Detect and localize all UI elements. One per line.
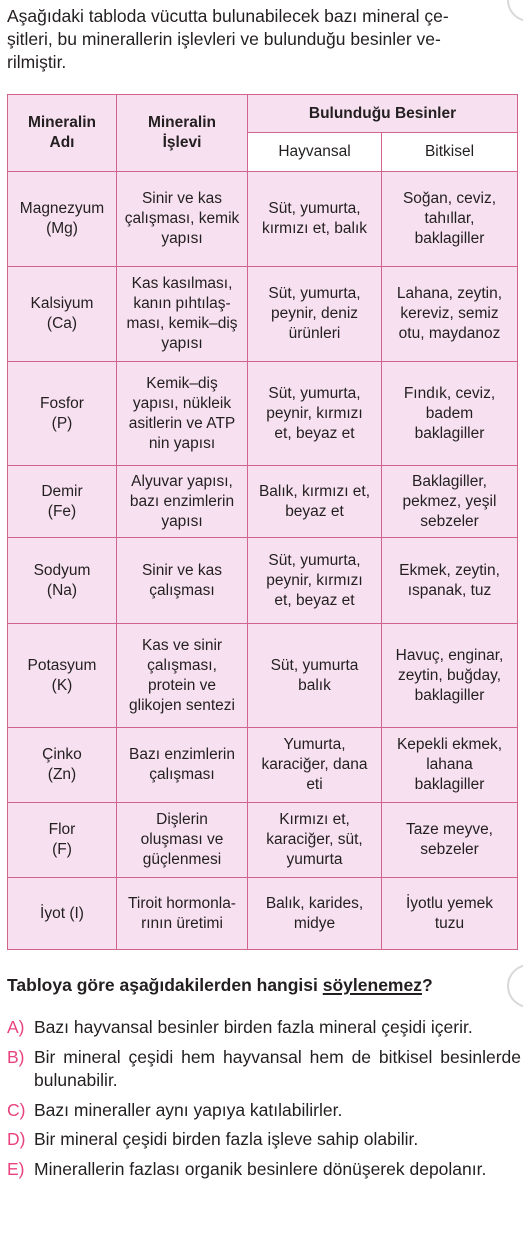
- cell-line: badem: [425, 404, 474, 422]
- cell-line: Kas kasılması,: [131, 275, 233, 292]
- cell-line: bazı enzimlerin: [129, 492, 235, 510]
- cell-line: peynir, deniz: [270, 305, 359, 322]
- cell-name: [8, 172, 117, 267]
- cell-function: [117, 466, 248, 538]
- cell-line: Balık, kırmızı et,: [258, 482, 371, 500]
- header-mineral-function: Mineralin İşlevi: [117, 95, 248, 172]
- cell-line: Dişlerin: [156, 811, 208, 828]
- header-plant: Bitkisel: [382, 133, 518, 172]
- cell-function: [117, 624, 248, 728]
- option-b[interactable]: [7, 1046, 521, 1093]
- cell-line: karaciğer, dana: [261, 756, 368, 773]
- cell-line: Baklagiller,: [412, 472, 487, 490]
- cell-plant: [382, 728, 518, 803]
- cell-line: çalışması, kemik: [124, 210, 240, 227]
- cell-plant: [382, 172, 518, 267]
- cell-name: [8, 538, 117, 624]
- cell-line: baklagiller: [414, 230, 485, 247]
- cell-line: (Na): [46, 581, 78, 599]
- option-text: Bazı hayvansal besinler birden fazla mineral çeşidi içerir.: [34, 1017, 473, 1037]
- cell-function: [117, 728, 248, 803]
- cell-plant: [382, 466, 518, 538]
- cell-function: [117, 803, 248, 878]
- cell-line: Kırmızı et,: [279, 811, 350, 828]
- cell-line: güçlenmesi: [142, 851, 222, 868]
- intro-paragraph: [7, 5, 519, 74]
- cell-line: beyaz et: [285, 502, 344, 520]
- cell-line: ması, kemik–diş: [126, 315, 238, 332]
- cell-animal: [248, 466, 382, 538]
- cell-line: Alyuvar yapısı,: [131, 472, 233, 490]
- cell-name: [8, 362, 117, 466]
- cell-line: Lahana, zeytin,: [396, 285, 503, 302]
- cell-line: Balık, karides,: [265, 894, 364, 912]
- table-row: [8, 878, 518, 950]
- cell-line: Sodyum: [33, 561, 91, 579]
- cell-line: (Mg): [46, 220, 78, 237]
- cell-line: Flor: [48, 821, 76, 838]
- cell-line: zeytin, buğday,: [397, 666, 502, 684]
- minerals-table: [7, 94, 518, 950]
- cell-line: Havuç, enginar,: [395, 646, 504, 664]
- cell-line: (Ca): [46, 315, 78, 332]
- cell-name: [8, 624, 117, 728]
- cell-line: Çinko: [42, 746, 82, 763]
- cell-line: midye: [293, 914, 336, 932]
- cell-line: Kepekli ekmek,: [396, 736, 503, 753]
- cell-animal: [248, 878, 382, 950]
- cell-line: et, beyaz et: [274, 424, 355, 442]
- cell-line: Tiroit hormonla-: [128, 894, 236, 912]
- option-text: Bir mineral çeşidi birden fazla işleve sahip olabilir.: [34, 1129, 419, 1149]
- cell-line: glikojen sentezi: [129, 696, 235, 714]
- cell-plant: [382, 624, 518, 728]
- cell-animal: [248, 267, 382, 362]
- option-text: Bir mineral çeşidi hem hayvansal hem de bitkisel besinlerde bulunabilir.: [34, 1046, 521, 1090]
- table-row: [8, 466, 518, 538]
- cell-function: [117, 362, 248, 466]
- cell-animal: [248, 538, 382, 624]
- question-suffix: ?: [421, 975, 433, 995]
- cell-name: [8, 466, 117, 538]
- cell-line: Fosfor: [40, 394, 84, 412]
- cell-animal: [248, 624, 382, 728]
- question-emphasis: söylenemez: [322, 975, 422, 995]
- option-letter: C): [7, 1099, 26, 1120]
- cell-animal: [248, 728, 382, 803]
- cell-line: rının üretimi: [141, 914, 223, 932]
- option-d[interactable]: [7, 1128, 521, 1152]
- cell-line: Ekmek, zeytin,: [399, 561, 500, 579]
- option-c[interactable]: [7, 1099, 521, 1123]
- cell-line: eti: [306, 776, 323, 793]
- cell-line: Süt, yumurta,: [268, 384, 361, 402]
- cell-line: baklagiller: [414, 424, 485, 442]
- cell-name: [8, 878, 117, 950]
- option-text: Bazı mineraller aynı yapıya katılabilirler.: [34, 1099, 343, 1120]
- cell-line: lahana: [426, 756, 473, 773]
- cell-name: [8, 728, 117, 803]
- question-text: [7, 975, 433, 996]
- answer-options: [7, 1016, 521, 1187]
- cell-function: [117, 172, 248, 267]
- cell-animal: [248, 803, 382, 878]
- cell-line: Demir: [41, 482, 83, 500]
- cell-line: Soğan, ceviz,: [402, 190, 497, 207]
- cell-line: tahıllar,: [424, 210, 475, 227]
- cell-line: Sinir ve kas: [141, 561, 223, 579]
- cell-plant: [382, 362, 518, 466]
- cell-line: nin yapısı: [148, 434, 216, 452]
- cell-line: yapısı: [161, 335, 203, 352]
- cell-plant: [382, 267, 518, 362]
- cell-line: karaciğer, süt,: [266, 831, 363, 848]
- cell-line: otu, maydanoz: [398, 325, 501, 342]
- cell-line: Magnezyum: [19, 200, 105, 217]
- cell-line: Bazı enzimlerin: [129, 746, 235, 763]
- cell-line: yapısı, nükleik: [132, 394, 232, 412]
- option-e[interactable]: [7, 1158, 521, 1182]
- table-row: [8, 624, 518, 728]
- header-mineral-name: Mineralin Adı: [8, 95, 117, 172]
- cell-line: peynir, kırmızı: [266, 404, 363, 422]
- table-row: [8, 362, 518, 466]
- cell-line: Kas ve sinir: [141, 636, 223, 654]
- option-letter: A): [7, 1017, 25, 1037]
- cell-line: pekmez, yeşil: [402, 492, 497, 510]
- cell-line: Fındık, ceviz,: [403, 384, 496, 402]
- table-row: [8, 728, 518, 803]
- cell-name: [8, 267, 117, 362]
- option-letter: E): [7, 1158, 25, 1179]
- cell-line: (K): [51, 676, 73, 694]
- cell-animal: [248, 172, 382, 267]
- cell-name: [8, 803, 117, 878]
- table-row: [8, 803, 518, 878]
- cell-line: (Zn): [47, 766, 77, 783]
- cell-line: Süt, yumurta,: [268, 285, 361, 302]
- table-row: [8, 538, 518, 624]
- cell-line: kereviz, semiz: [400, 305, 499, 322]
- cell-plant: [382, 803, 518, 878]
- cell-line: sebzeler: [420, 841, 479, 858]
- cell-line: Kalsiyum: [30, 295, 94, 312]
- cell-line: baklagiller: [414, 686, 485, 704]
- cell-function: [117, 267, 248, 362]
- intro-line: şitleri, bu minerallerin işlevleri ve bulunduğu besinler ve-: [7, 29, 441, 49]
- cell-line: Potasyum: [27, 656, 97, 674]
- cell-line: (P): [51, 414, 73, 432]
- option-a[interactable]: [7, 1016, 521, 1040]
- cell-function: [117, 878, 248, 950]
- header-animal: Hayvansal: [248, 133, 382, 172]
- cell-line: çalışması: [149, 581, 215, 599]
- cell-line: baklagiller: [414, 776, 485, 793]
- cell-line: Taze meyve,: [405, 821, 493, 838]
- cell-function: [117, 538, 248, 624]
- cell-line: Yumurta,: [283, 736, 346, 753]
- cell-line: Süt, yumurta,: [268, 200, 361, 217]
- cell-line: yumurta: [286, 851, 343, 868]
- question-prefix: Tabloya göre aşağıdakilerden hangisi: [7, 975, 323, 995]
- option-letter: D): [7, 1129, 26, 1149]
- table-row: [8, 172, 518, 267]
- cell-line: İyotlu yemek: [405, 894, 493, 912]
- cell-line: peynir, kırmızı: [266, 571, 363, 589]
- cell-line: çalışması,: [147, 656, 217, 674]
- decorative-circle: [507, 964, 523, 1008]
- cell-line: çalışması: [149, 766, 215, 783]
- cell-line: asitlerin ve ATP: [128, 414, 236, 432]
- header-foods: Bulunduğu Besinler: [248, 95, 518, 133]
- cell-plant: [382, 878, 518, 950]
- cell-plant: [382, 538, 518, 624]
- cell-line: kırmızı et, balık: [261, 220, 368, 237]
- intro-line: rilmiştir.: [7, 52, 67, 72]
- cell-line: protein ve: [147, 676, 217, 694]
- cell-line: Sinir ve kas: [141, 190, 223, 207]
- cell-line: (F): [52, 841, 72, 858]
- option-text: Minerallerin fazlası organik besinlere dönüşerek depolanır.: [34, 1158, 487, 1179]
- cell-animal: [248, 362, 382, 466]
- cell-line: yapısı: [161, 230, 203, 247]
- cell-line: (Fe): [47, 502, 77, 520]
- cell-line: balık: [298, 676, 331, 694]
- cell-line: tuzu: [434, 914, 465, 932]
- cell-line: ürünleri: [288, 325, 341, 342]
- table-row: [8, 267, 518, 362]
- cell-line: kanın pıhtılaş-: [133, 295, 231, 312]
- cell-line: sebzeler: [420, 512, 479, 530]
- cell-line: ıspanak, tuz: [407, 581, 492, 599]
- cell-line: et, beyaz et: [274, 591, 355, 609]
- cell-line: oluşması ve: [140, 831, 224, 848]
- cell-line: İyot (I): [40, 904, 84, 922]
- cell-line: yapısı: [161, 512, 203, 530]
- option-letter: B): [7, 1046, 25, 1067]
- cell-line: Kemik–diş: [146, 374, 218, 392]
- cell-line: Süt, yumurta: [270, 656, 359, 674]
- cell-line: Süt, yumurta,: [268, 551, 361, 569]
- intro-line: Aşağıdaki tabloda vücutta bulunabilecek bazı mineral çe-: [7, 6, 449, 26]
